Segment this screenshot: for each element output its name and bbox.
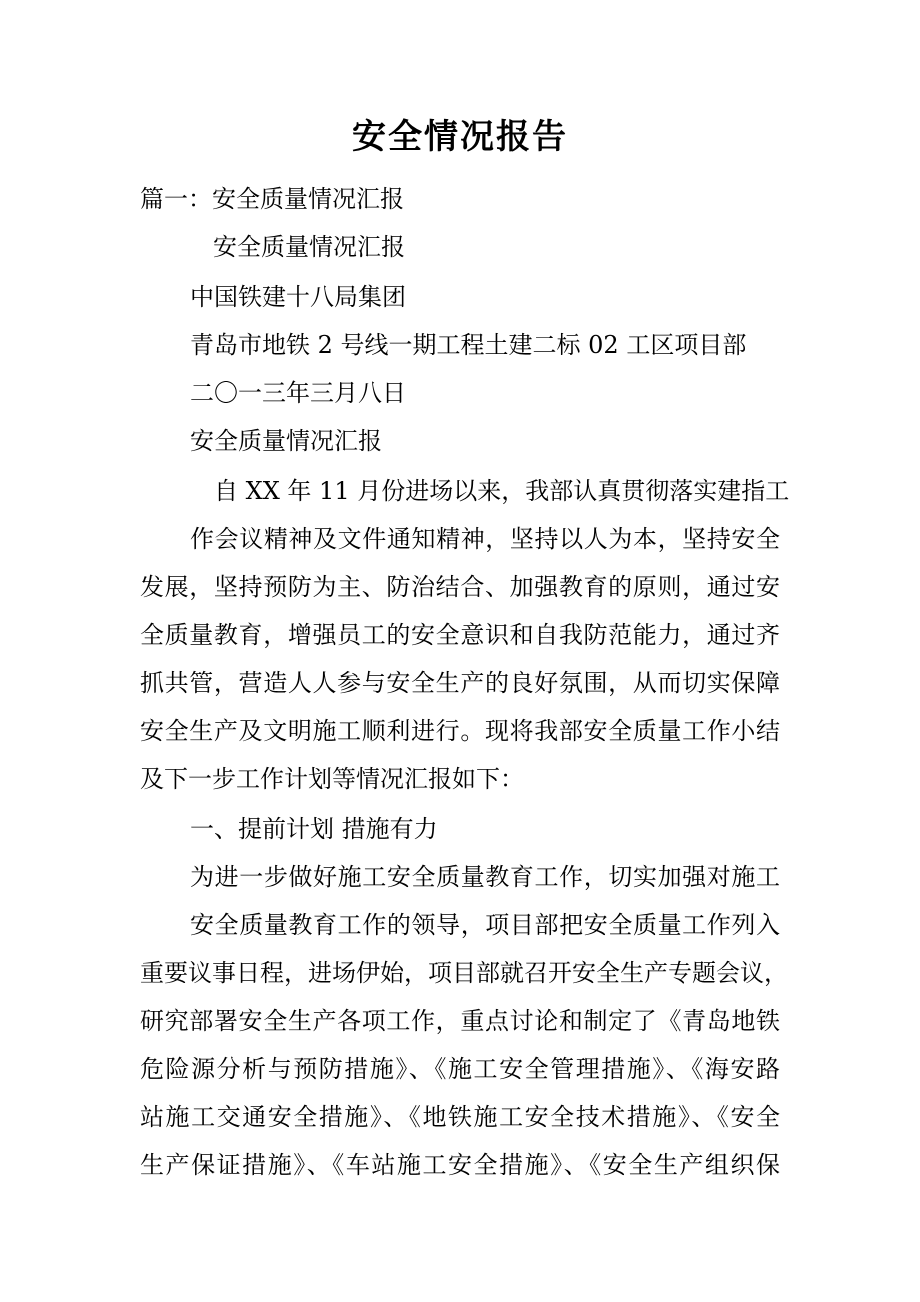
paragraph-line: 全质量教育，增强员工的安全意识和自我防范能力，通过齐	[140, 621, 780, 649]
paragraph-line: 站施工交通安全措施》、《地铁施工安全技术措施》、《安全	[140, 1103, 780, 1131]
paragraph-line: 安全质量教育工作的领导，项目部把安全质量工作列入	[190, 911, 780, 939]
subtitle: 安全质量情况汇报	[213, 233, 405, 261]
section-title: 安全质量情况汇报	[190, 427, 382, 455]
project-line: 青岛市地铁 2 号线一期工程土建二标 02 工区项目部	[190, 331, 747, 359]
paragraph-line: 自 XX 年 11 月份进场以来，我部认真贯彻落实建指工	[214, 477, 790, 505]
paragraph-line: 发展，坚持预防为主、防治结合、加强教育的原则，通过安	[140, 573, 780, 601]
paragraph-line: 重要议事日程，进场伊始，项目部就召开安全生产专题会议，	[140, 959, 788, 987]
paragraph-line: 危险源分析与预防措施》、《施工安全管理措施》、《海安路	[140, 1055, 780, 1083]
paragraph-line: 抓共管，营造人人参与安全生产的良好氛围，从而切实保障	[140, 669, 780, 697]
section-heading: 一、提前计划 措施有力	[190, 815, 438, 843]
paragraph-line: 作会议精神及文件通知精神，坚持以人为本，坚持安全	[190, 525, 780, 553]
paragraph-line: 为进一步做好施工安全质量教育工作，切实加强对施工	[190, 863, 780, 891]
organization-line: 中国铁建十八局集团	[190, 283, 406, 311]
paragraph-line: 研究部署安全生产各项工作，重点讨论和制定了《青岛地铁	[140, 1007, 780, 1035]
document-title: 安全情况报告	[352, 117, 568, 157]
date-line: 二〇一三年三月八日	[190, 379, 406, 407]
paragraph-line: 安全生产及文明施工顺利进行。现将我部安全质量工作小结	[140, 717, 780, 745]
paragraph-line: 生产保证措施》、《车站施工安全措施》、《安全生产组织保	[140, 1151, 780, 1179]
chapter-heading: 篇一：安全质量情况汇报	[140, 185, 404, 213]
paragraph-line: 及下一步工作计划等情况汇报如下：	[140, 765, 524, 793]
